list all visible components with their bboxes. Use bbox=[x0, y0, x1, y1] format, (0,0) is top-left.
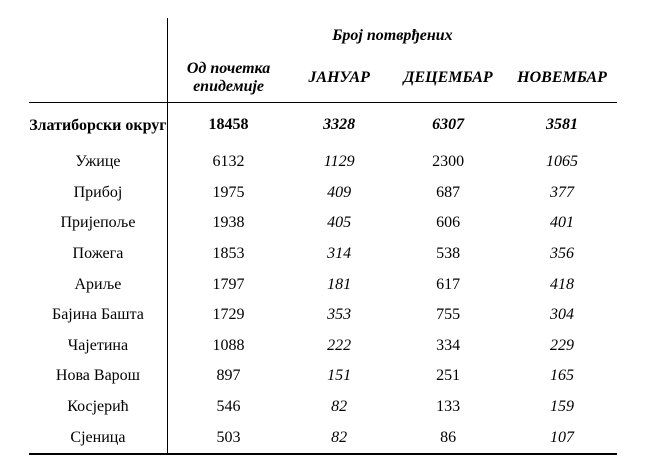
total-january: 3328 bbox=[323, 116, 356, 133]
cell-name: Сјеница bbox=[29, 422, 167, 454]
cell-january: 222 bbox=[327, 336, 352, 354]
cell-january: 1129 bbox=[323, 153, 355, 171]
cell-since-start: 1729 bbox=[212, 306, 245, 324]
group-header-row bbox=[29, 18, 617, 54]
cell-since-start: 6132 bbox=[212, 153, 245, 171]
cell-since-start: 1975 bbox=[212, 183, 245, 201]
cell-december: 538 bbox=[436, 245, 461, 263]
cell-since-start: 1938 bbox=[212, 214, 245, 232]
cell-december: 2300 bbox=[432, 153, 465, 171]
cell-january: 82 bbox=[331, 398, 348, 416]
cell-november: 418 bbox=[550, 275, 575, 293]
cell-january: 405 bbox=[327, 214, 352, 232]
cell-january: 409 bbox=[327, 183, 352, 201]
cell-name: Ариље bbox=[29, 269, 167, 300]
cell-since-start: 1797 bbox=[212, 275, 245, 293]
table-row bbox=[29, 361, 617, 392]
total-name: Златиборски округ bbox=[29, 103, 167, 148]
cell-name: Прибој bbox=[29, 178, 167, 209]
cell-november: 229 bbox=[550, 336, 575, 354]
cell-since-start: 897 bbox=[216, 367, 241, 385]
table-row bbox=[29, 178, 617, 209]
cell-since-start: 1088 bbox=[212, 336, 245, 354]
cell-november: 1065 bbox=[546, 153, 579, 171]
total-december: 6307 bbox=[432, 116, 465, 133]
cell-january: 151 bbox=[327, 367, 352, 385]
total-row bbox=[29, 103, 617, 148]
col-header-december: ДЕЦЕМБАР bbox=[389, 54, 507, 103]
table-row bbox=[29, 331, 617, 362]
cell-name: Косјерић bbox=[29, 392, 167, 423]
cell-december: 133 bbox=[436, 398, 461, 416]
col-header-january: ЈАНУАР bbox=[289, 54, 389, 103]
total-since-start: 18458 bbox=[208, 116, 249, 133]
cell-november: 356 bbox=[550, 245, 575, 263]
cell-name: Пожега bbox=[29, 239, 167, 270]
column-header-row bbox=[29, 54, 617, 103]
cell-november: 304 bbox=[550, 306, 575, 324]
table-row bbox=[29, 147, 617, 178]
cell-since-start: 1853 bbox=[212, 245, 245, 263]
cell-december: 606 bbox=[436, 214, 461, 232]
cell-november: 401 bbox=[550, 214, 575, 232]
cell-since-start: 503 bbox=[167, 422, 289, 454]
municipality-rows bbox=[29, 147, 617, 454]
cell-name: Чајетина bbox=[29, 331, 167, 362]
total-november: 3581 bbox=[546, 116, 579, 133]
cell-november: 107 bbox=[507, 422, 617, 454]
cell-name: Бајина Башта bbox=[29, 300, 167, 331]
cell-december: 251 bbox=[436, 367, 461, 385]
table-row bbox=[29, 392, 617, 423]
table-row bbox=[29, 422, 617, 454]
cell-december: 687 bbox=[436, 183, 461, 201]
cell-name: Ужице bbox=[29, 147, 167, 178]
col-header-november: НОВЕМБАР bbox=[507, 54, 617, 103]
corner-cell bbox=[29, 18, 167, 54]
cell-november: 377 bbox=[550, 183, 575, 201]
cell-december: 86 bbox=[389, 422, 507, 454]
corner-cell-lower bbox=[29, 54, 167, 103]
cell-name: Нова Варош bbox=[29, 361, 167, 392]
covid-cases-table bbox=[29, 18, 617, 455]
cell-november: 165 bbox=[550, 367, 575, 385]
col-header-since-start: Од почетка епидемије bbox=[167, 54, 289, 103]
table-row bbox=[29, 239, 617, 270]
cell-december: 334 bbox=[436, 336, 461, 354]
cell-january: 181 bbox=[327, 275, 352, 293]
cell-december: 617 bbox=[436, 275, 461, 293]
cell-december: 755 bbox=[436, 306, 461, 324]
table-row bbox=[29, 269, 617, 300]
table-row bbox=[29, 300, 617, 331]
cell-since-start: 546 bbox=[216, 398, 241, 416]
group-header: Број потврђених bbox=[332, 27, 453, 44]
cell-november: 159 bbox=[550, 398, 575, 416]
cell-january: 82 bbox=[289, 422, 389, 454]
cell-name: Пријепоље bbox=[29, 208, 167, 239]
cell-january: 353 bbox=[327, 306, 352, 324]
table-row bbox=[29, 208, 617, 239]
cell-january: 314 bbox=[327, 245, 352, 263]
